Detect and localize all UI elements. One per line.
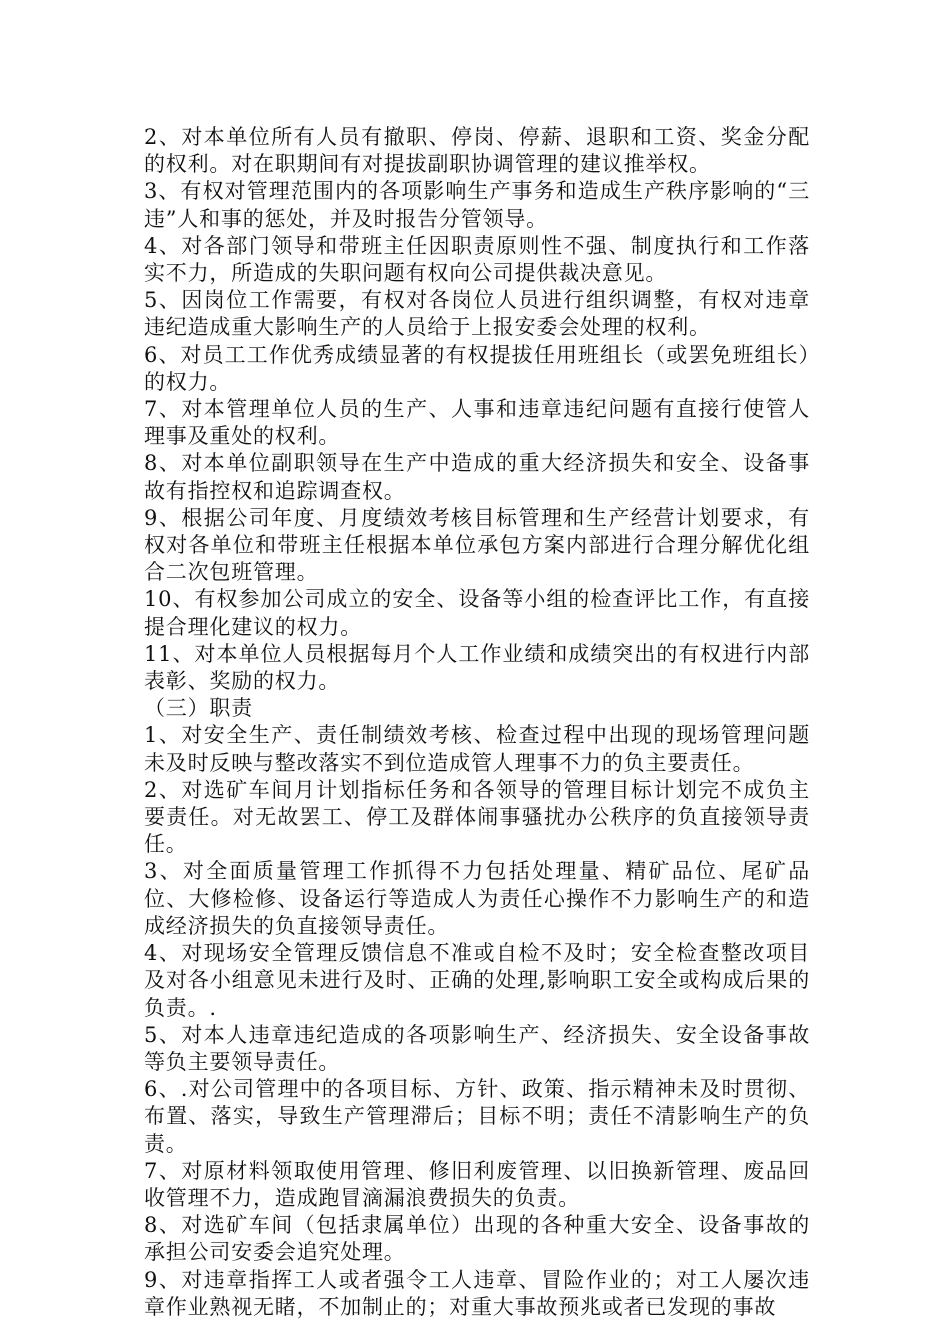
paragraph-duty-5: 5、对本人违章违纪造成的各项影响生产、经济损失、安全设备事故等负主要领导责任。 — [144, 1022, 810, 1074]
paragraph-authority-7: 7、对本管理单位人员的生产、人事和违章违纪问题有直接行使管人理事及重处的权利。 — [144, 397, 810, 449]
paragraph-authority-4: 4、对各部门领导和带班主任因职责原则性不强、制度执行和工作落实不力，所造成的失职问题有权向公司提供裁决意见。 — [144, 233, 810, 286]
paragraph-authority-2: 2、对本单位所有人员有撤职、停岗、停薪、退职和工资、奖金分配的权利。对在职期间有对提拔副职协调管理的建议推举权。 — [144, 125, 810, 177]
paragraph-authority-3: 3、有权对管理范围内的各项影响生产事务和造成生产秩序影响的“三违”人和事的惩处，并及时报告分管领导。 — [144, 179, 810, 231]
paragraph-duty-4: 4、对现场安全管理反馈信息不准或自检不及时；安全检查整改项目及对各小组意见未进行及时、正确的处理,影响职工安全或构成后果的负责。. — [144, 941, 810, 1020]
paragraph-duty-3: 3、对全面质量管理工作抓得不力包括处理量、精矿品位、尾矿品位、大修检修、设备运行等造成人为责任心操作不力影响生产的和造成经济损失的负直接领导责任。 — [144, 859, 810, 938]
paragraph-authority-5: 5、因岗位工作需要，有权对各岗位人员进行组织调整，有权对违章违纪造成重大影响生产的人员给于上报安委会处理的权利。 — [144, 288, 810, 340]
paragraph-authority-11: 11、对本单位人员根据每月个人工作业绩和成绩突出的有权进行内部表彰、奖励的权力。 — [144, 641, 810, 694]
paragraph-duty-6: 6、.对公司管理中的各项目标、方针、政策、指示精神未及时贯彻、布置、落实，导致生产管理滞后；目标不明；责任不清影响生产的负责。 — [144, 1077, 810, 1156]
paragraph-duty-1: 1、对安全生产、责任制绩效考核、检查过程中出现的现场管理问题未及时反映与整改落实不到位造成管人理事不力的负主要责任。 — [144, 723, 810, 775]
paragraph-authority-8: 8、对本单位副职领导在生产中造成的重大经济损失和安全、设备事故有指控权和追踪调查权。 — [144, 451, 810, 503]
paragraph-duty-8: 8、对选矿车间（包括隶属单位）出现的各种重大安全、设备事故的承担公司安委会追究处理。 — [144, 1213, 810, 1265]
paragraph-authority-6: 6、对员工工作优秀成绩显著的有权提拔任用班组长（或罢免班组长）的权力。 — [144, 342, 810, 394]
paragraph-duty-9: 9、对违章指挥工人或者强令工人违章、冒险作业的；对工人屡次违章作业熟视无睹，不加制止的；对重大事故预兆或者已发现的事故 — [144, 1267, 810, 1319]
paragraph-authority-10: 10、有权参加公司成立的安全、设备等小组的检查评比工作，有直接提合理化建议的权力。 — [144, 587, 810, 639]
paragraph-authority-9: 9、根据公司年度、月度绩效考核目标管理和生产经营计划要求，有权对各单位和带班主任根据本单位承包方案内部进行合理分解优化组合二次包班管理。 — [144, 505, 810, 585]
paragraph-duty-2: 2、对选矿车间月计划指标任务和各领导的管理目标计划完不成负主要责任。对无故罢工、停工及群体闹事骚扰办公秩序的负直接领导责任。 — [144, 777, 810, 857]
section-heading-duties: （三）职责 — [144, 696, 253, 721]
paragraph-duty-7: 7、对原材料领取使用管理、修旧利废管理、以旧换新管理、废品回收管理不力，造成跑冒滴漏浪费损失的负责。 — [144, 1158, 810, 1210]
